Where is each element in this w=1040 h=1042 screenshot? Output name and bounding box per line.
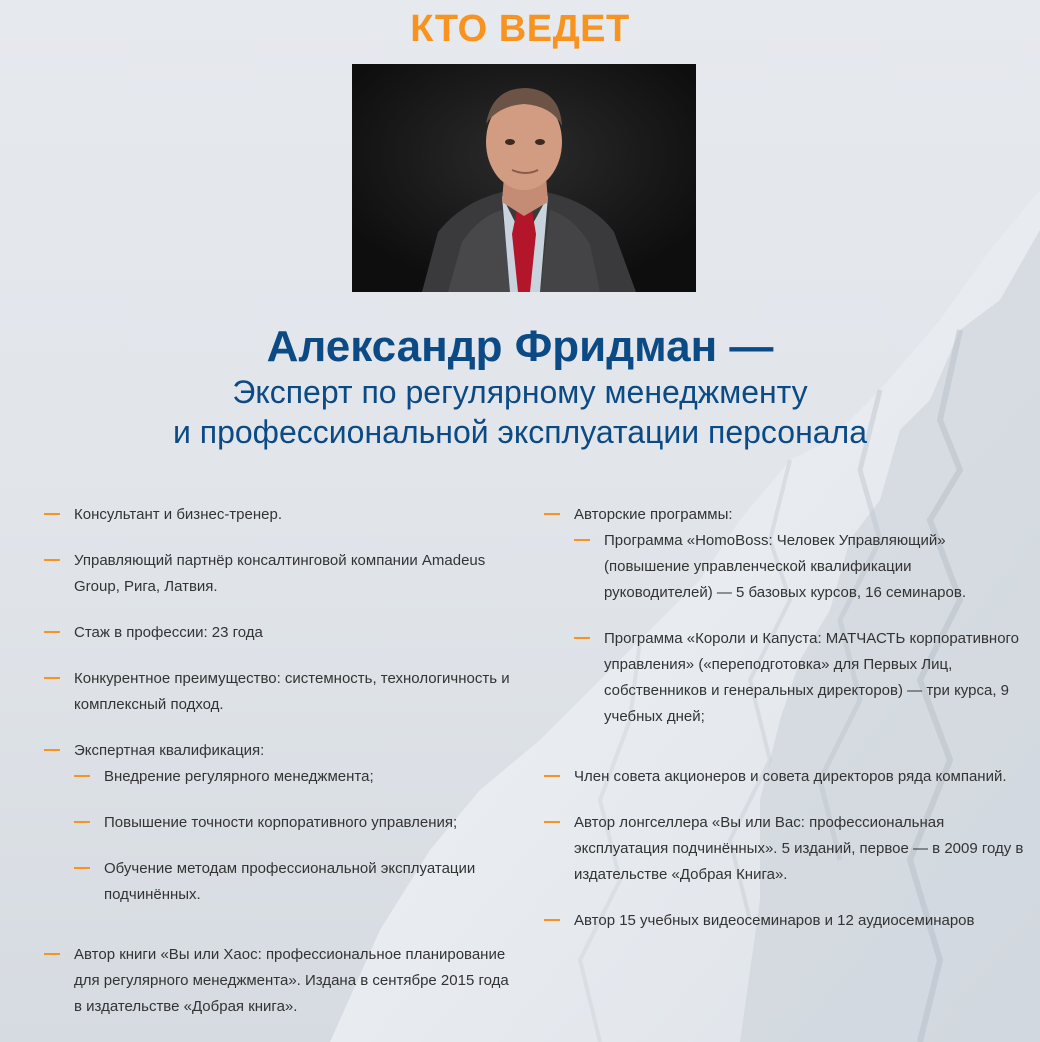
- list-item: [44, 620, 514, 646]
- list-item-text: Член совета акционеров и совета директоров ряда компаний.: [574, 768, 1007, 785]
- sublist-item-text: Повышение точности корпоративного управления;: [104, 814, 458, 831]
- list-item: [44, 942, 514, 1020]
- sublist-item: [74, 764, 514, 790]
- list-item-text: Конкурентное преимущество: системность, технологичность и комплексный подход.: [74, 670, 510, 713]
- expertise-sublist: [74, 764, 514, 908]
- section-title: КТО ВЕДЕТ: [410, 8, 630, 50]
- dash-bullet-icon: [74, 775, 90, 777]
- sublist-item: [574, 626, 1024, 730]
- sublist-item-text: Программа «HomoBoss: Человек Управляющий» (повышение управленческой квалификации руководителей) — 5 базовых курсов, 16 семинаров.: [604, 532, 966, 601]
- dash-bullet-icon: [44, 677, 60, 679]
- left-bio-list: [44, 502, 514, 1040]
- list-item: [44, 738, 514, 908]
- programs-sublist: [574, 528, 1024, 730]
- list-item: [44, 666, 514, 718]
- speaker-photo: [352, 64, 696, 292]
- dash-bullet-icon: [44, 631, 60, 633]
- speaker-subtitle-line-2: и профессиональной эксплуатации персонала: [172, 414, 868, 450]
- sublist-item: [574, 528, 1024, 606]
- speaker-subtitle: [0, 372, 1040, 452]
- list-item: [44, 548, 514, 600]
- dash-bullet-icon: [74, 867, 90, 869]
- sublist-item: [74, 810, 514, 836]
- list-item-text: Авторские программы:: [574, 506, 733, 523]
- dash-bullet-icon: [544, 919, 560, 921]
- sublist-item-text: Внедрение регулярного менеджмента;: [104, 768, 374, 785]
- dash-bullet-icon: [574, 637, 590, 639]
- list-item-text: Управляющий партнёр консалтинговой компании Amadeus Group, Рига, Латвия.: [74, 552, 486, 595]
- list-item: [544, 502, 1024, 730]
- right-bio-list: [544, 502, 1024, 954]
- list-item-text: Экспертная квалификация:: [74, 742, 265, 759]
- list-item: [544, 908, 1024, 934]
- dash-bullet-icon: [74, 821, 90, 823]
- dash-bullet-icon: [544, 775, 560, 777]
- sublist-item-text: Обучение методам профессиональной эксплуатации подчинённых.: [104, 860, 476, 903]
- dash-bullet-icon: [574, 539, 590, 541]
- list-item-text: Автор книги «Вы или Хаос: профессиональное планирование для регулярного менеджмента». Издана в сентябре 2015 года в издательстве «Добрая книга».: [74, 946, 509, 1015]
- dash-bullet-icon: [44, 953, 60, 955]
- list-item-text: Консультант и бизнес-тренер.: [74, 506, 283, 523]
- list-item-text: Автор 15 учебных видеосеминаров и 12 аудиосеминаров: [574, 912, 975, 929]
- dash-bullet-icon: [44, 749, 60, 751]
- list-item-text: Автор лонгселлера «Вы или Вас: профессиональная эксплуатация подчинённых». 5 изданий, первое — в 2009 году в издательстве «Добрая Книга».: [574, 814, 1024, 883]
- dash-bullet-icon: [44, 513, 60, 515]
- speaker-subtitle-line-1: Эксперт по регулярному менеджменту: [232, 374, 808, 410]
- list-item: [544, 764, 1024, 790]
- dash-bullet-icon: [44, 559, 60, 561]
- speaker-photo-image: [352, 64, 696, 292]
- speaker-name: Александр Фридман —: [266, 322, 774, 371]
- list-item: [44, 502, 514, 528]
- dash-bullet-icon: [544, 821, 560, 823]
- list-item: [544, 810, 1024, 888]
- dash-bullet-icon: [544, 513, 560, 515]
- sublist-item: [74, 856, 514, 908]
- sublist-item-text: Программа «Короли и Капуста: МАТЧАСТЬ корпоративного управления» («переподготовка» для Первых Лиц, собственников и генеральных директоров) — три курса, 9 учебных дней;: [604, 630, 1020, 725]
- list-item-text: Стаж в профессии: 23 года: [74, 624, 263, 641]
